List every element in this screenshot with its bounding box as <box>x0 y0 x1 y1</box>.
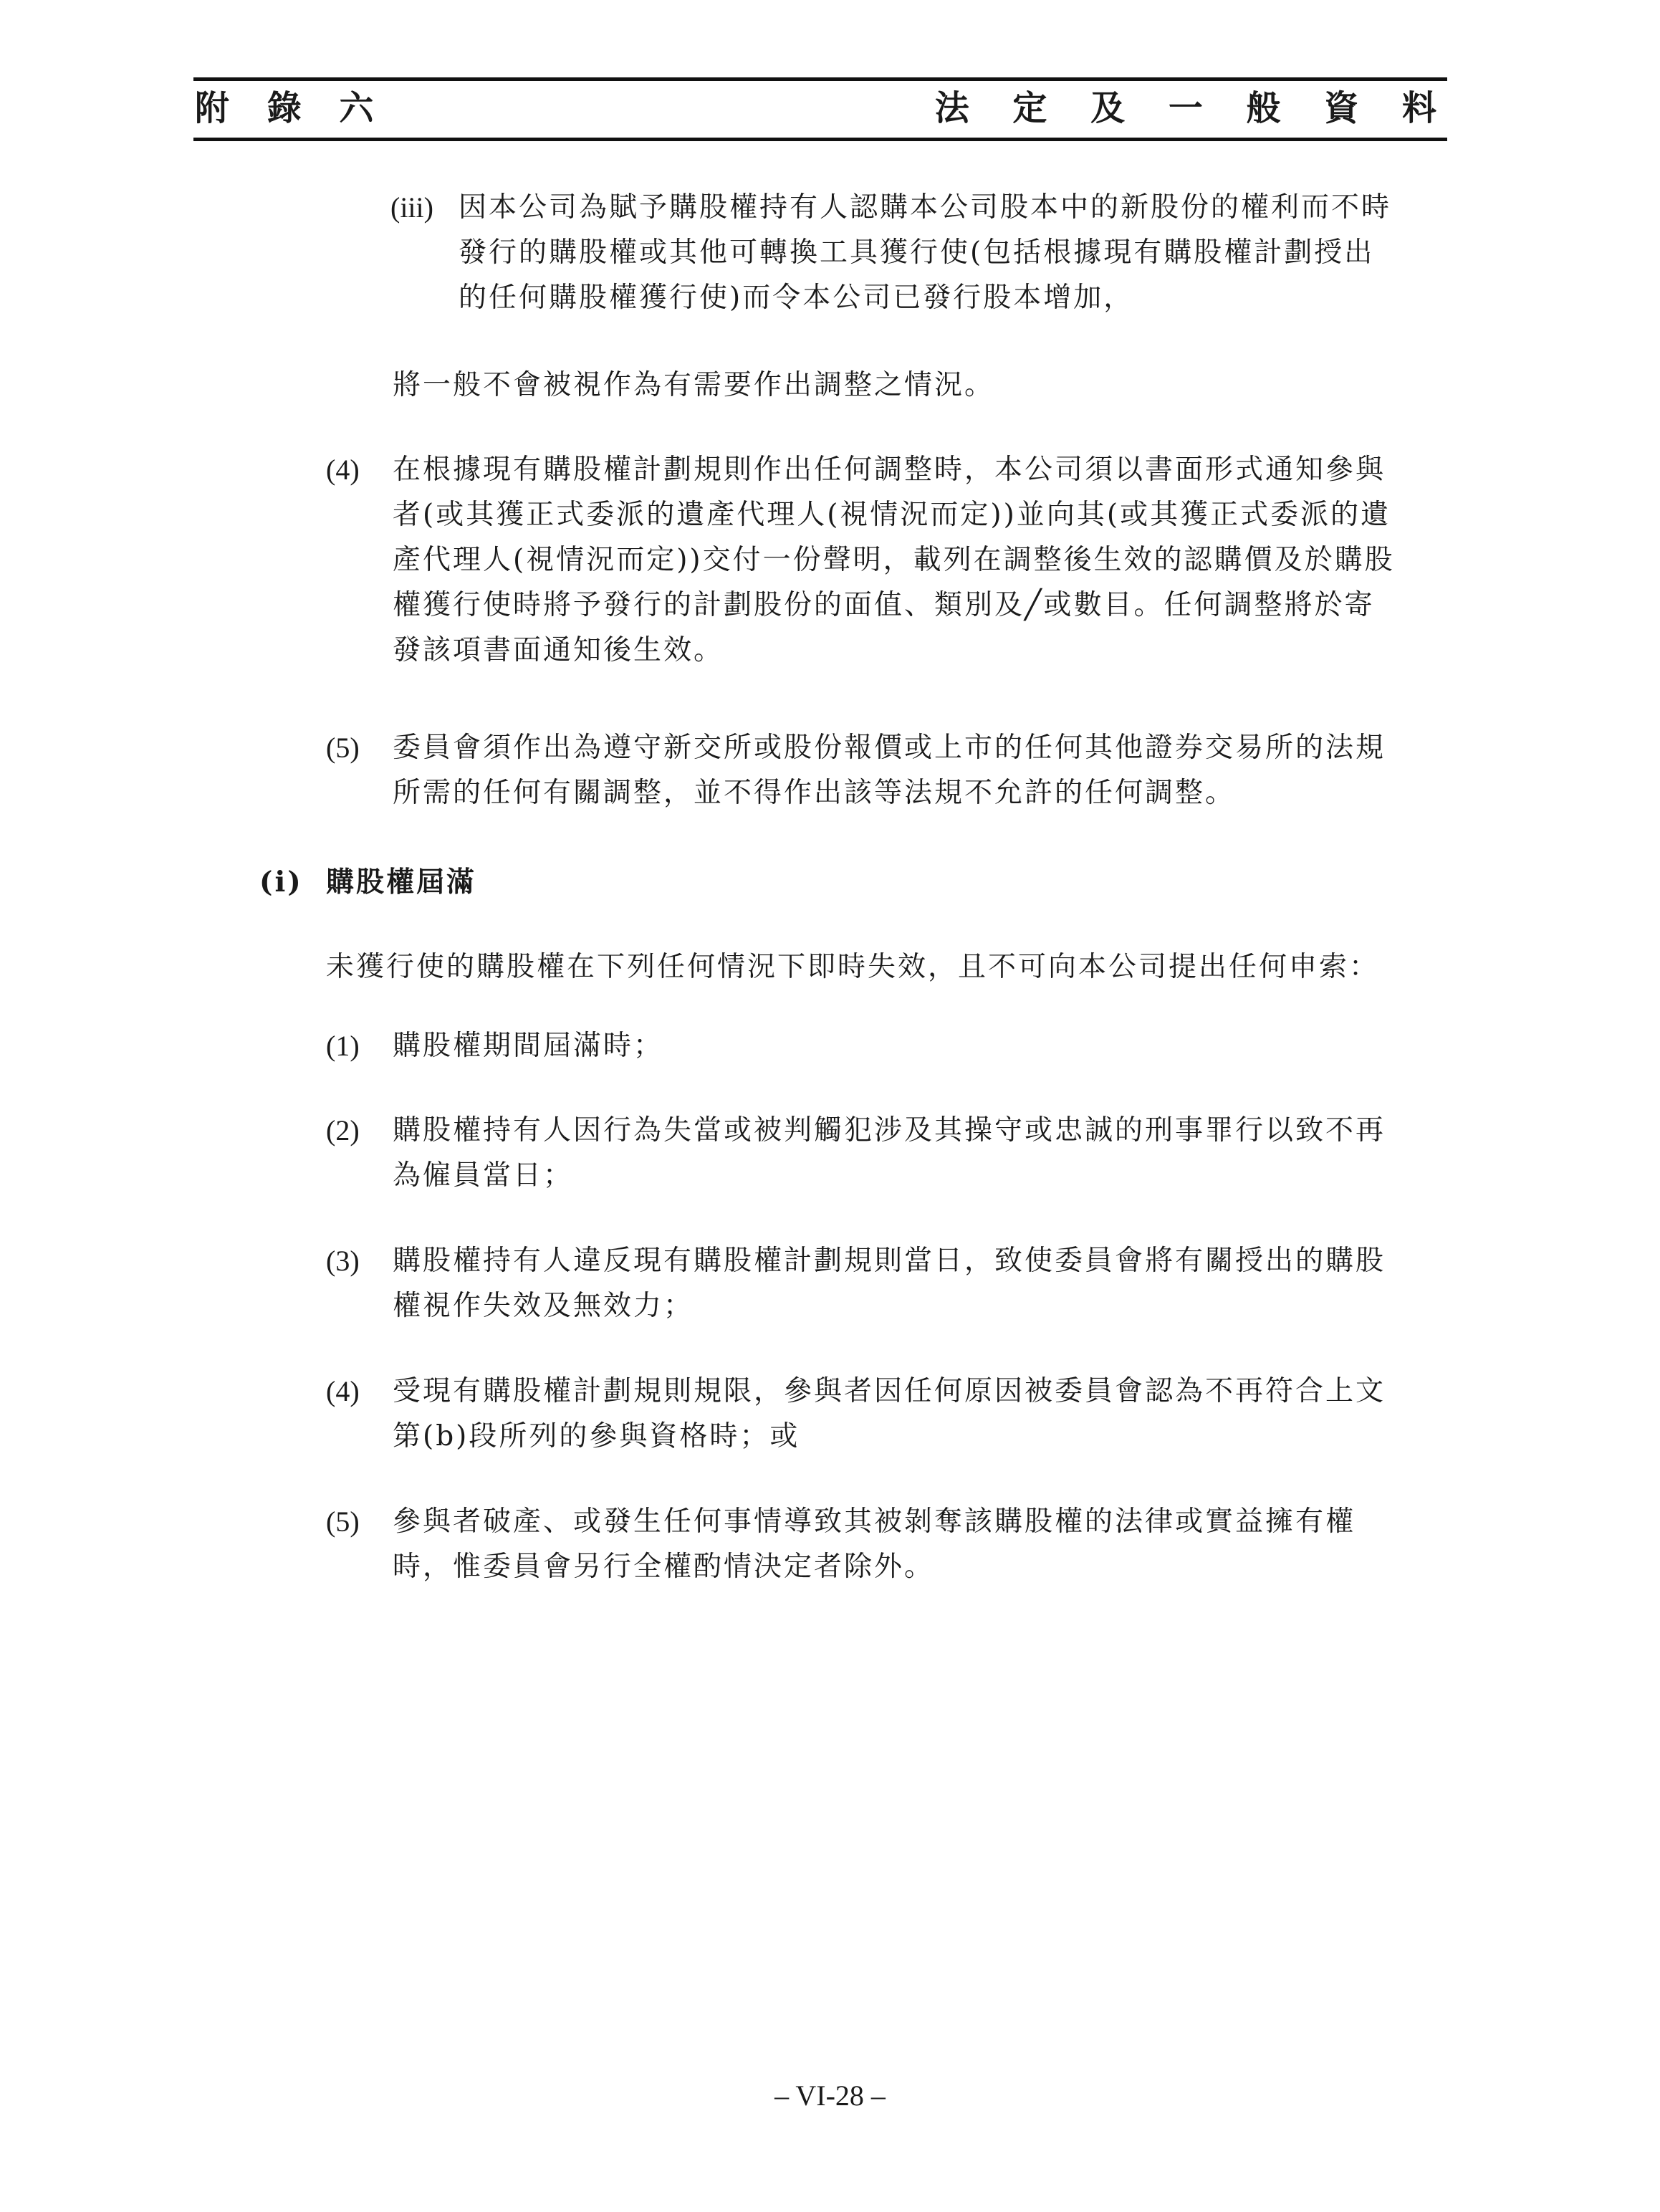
text-line: 因本公司為賦予購股權持有人認購本公司股本中的新股份的權利而不時 <box>459 191 1392 224</box>
header-top-rule <box>193 77 1447 81</box>
text-line: 參與者破產、或發生任何事情導致其被剝奪該購股權的法律或實益擁有權 <box>393 1505 1356 1538</box>
text-line: 第(b)段所列的參與資格時；或 <box>393 1420 800 1452</box>
text-line: 購股權持有人因行為失當或被判觸犯涉及其操守或忠誠的刑事罪行以致不再 <box>393 1114 1386 1146</box>
text-line: 者(或其獲正式委派的遺產代理人(視情況而定))並向其(或其獲正式委派的遺 <box>393 499 1391 531</box>
adjust-item-number: (5) <box>326 732 360 764</box>
expiry-item-text <box>393 1108 1386 1198</box>
text-line: 時，惟委員會另行全權酌情決定者除外。 <box>393 1551 935 1583</box>
header-bottom-rule <box>193 138 1447 141</box>
text-line: 購股權持有人違反現有購股權計劃規則當日，致使委員會將有關授出的購股 <box>393 1245 1386 1277</box>
section-i-number: (i) <box>259 866 303 899</box>
expiry-item-number: (4) <box>326 1375 360 1407</box>
section-title: 法 定 及 一 般 資 料 <box>934 88 1452 128</box>
page-number: – VI-28 – <box>774 2079 886 2112</box>
text-line: 受現有購股權計劃規則規限，參與者因任何原因被委員會認為不再符合上文 <box>393 1375 1386 1407</box>
item-iii-text <box>459 185 1391 320</box>
adjust-item-text <box>393 725 1386 815</box>
text-line: 發該項書面通知後生效。 <box>393 634 724 666</box>
section-i-title: 購股權屆滿 <box>326 866 477 899</box>
text-line: 發行的購股權或其他可轉換工具獲行使(包括根據現有購股權計劃授出 <box>459 236 1375 269</box>
text-line: 產代理人(視情況而定))交付一份聲明，載列在調整後生效的認購價及於購股 <box>393 544 1395 576</box>
expiry-item-number: (3) <box>326 1245 360 1277</box>
adjust-item-number: (4) <box>326 454 360 486</box>
text-line: 的任何購股權獲行使)而令本公司已發行股本增加， <box>459 282 1134 314</box>
text-line: 委員會須作出為遵守新交所或股份報價或上市的任何其他證券交易所的法規 <box>393 732 1386 764</box>
item-iii-number: (iii) <box>390 191 433 224</box>
expiry-item-text <box>393 1499 1356 1589</box>
text-line: 在根據現有購股權計劃規則作出任何調整時，本公司須以書面形式通知參與 <box>393 454 1386 486</box>
text-line: 購股權期間屆滿時； <box>393 1030 664 1062</box>
text-line: 權視作失效及無效力； <box>393 1290 694 1322</box>
expiry-item-number: (5) <box>326 1505 360 1538</box>
text-line: 權獲行使時將予發行的計劃股份的面值、類別及╱或數目。任何調整將於寄 <box>393 589 1375 621</box>
note-paragraph: 將一般不會被視作為有需要作出調整之情況。 <box>393 369 995 401</box>
appendix-label: 附 錄 六 <box>195 88 387 128</box>
expiry-item-number: (1) <box>326 1030 360 1062</box>
text-line: 為僱員當日； <box>393 1159 574 1192</box>
section-i-intro: 未獲行使的購股權在下列任何情況下即時失效，且不可向本公司提出任何申索： <box>326 951 1380 983</box>
expiry-item-text <box>393 1238 1386 1328</box>
expiry-item-text <box>393 1369 1386 1459</box>
expiry-item-number: (2) <box>326 1114 360 1146</box>
expiry-item-text <box>393 1023 663 1068</box>
adjust-item-text <box>393 447 1395 673</box>
text-line: 所需的任何有關調整，並不得作出該等法規不允許的任何調整。 <box>393 777 1236 809</box>
